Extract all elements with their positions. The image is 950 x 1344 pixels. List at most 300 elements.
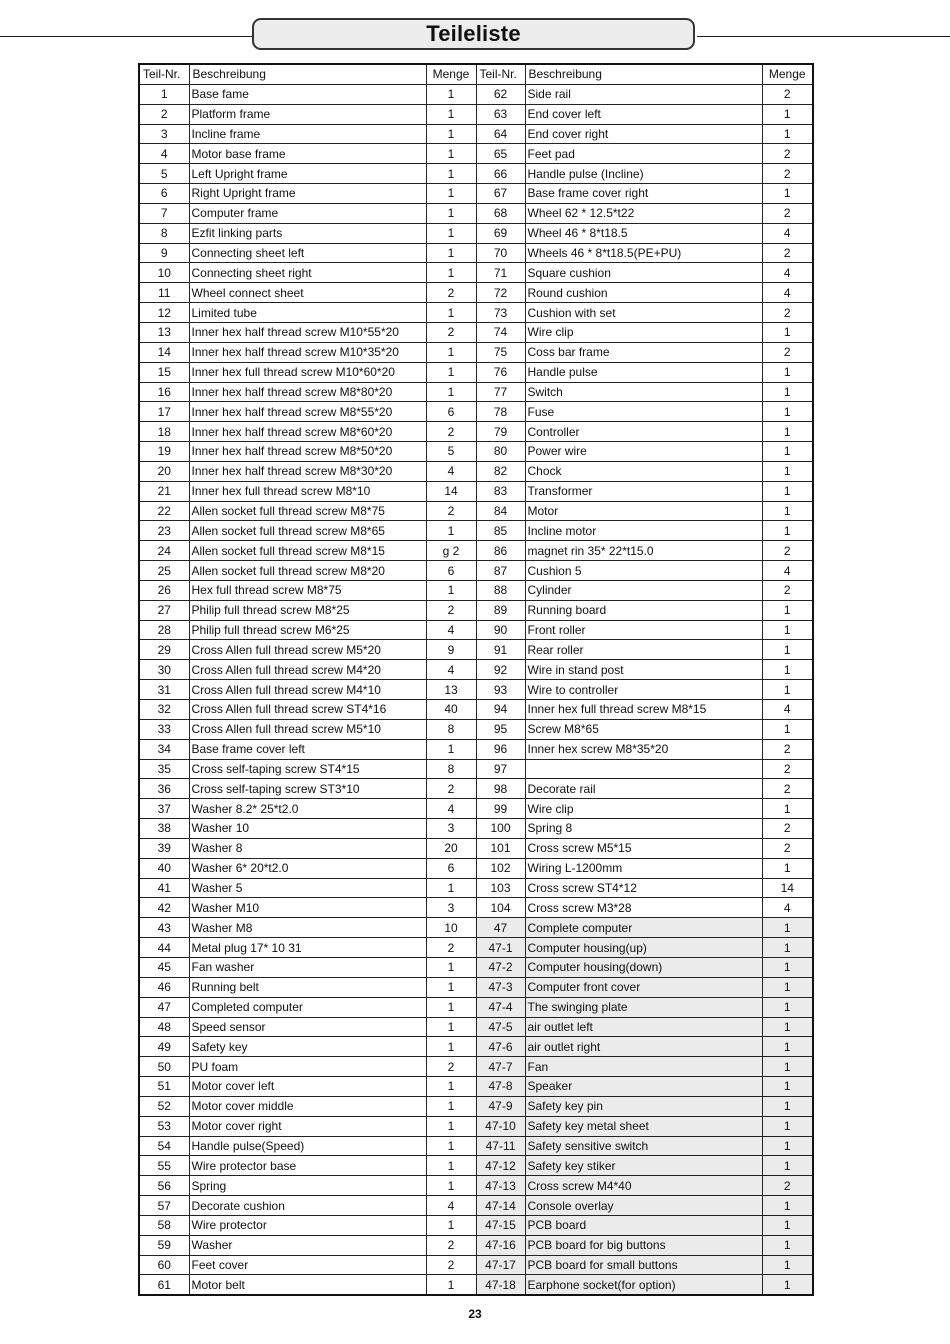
right-description-cell: Complete computer: [525, 918, 762, 938]
right-part-number-cell: 63: [476, 104, 525, 124]
left-part-number-cell: 24: [139, 541, 189, 561]
left-part-number-cell: 22: [139, 501, 189, 521]
left-quantity-cell: 1: [426, 104, 476, 124]
right-description-cell: Inner hex screw M8*35*20: [525, 739, 762, 759]
table-row: [139, 461, 813, 481]
left-quantity-cell: 1: [426, 957, 476, 977]
right-description-cell: Cross screw M3*28: [525, 898, 762, 918]
right-description-cell: Wire clip: [525, 799, 762, 819]
right-description-cell: Computer front cover: [525, 977, 762, 997]
right-quantity-cell: 1: [762, 1136, 813, 1156]
left-part-number-cell: 12: [139, 303, 189, 323]
left-description-cell: Inner hex half thread screw M8*60*20: [189, 422, 426, 442]
right-description-cell: Screw M8*65: [525, 719, 762, 739]
left-part-number-cell: 46: [139, 977, 189, 997]
left-quantity-cell: 13: [426, 680, 476, 700]
right-quantity-cell: 1: [762, 620, 813, 640]
left-part-number-cell: 37: [139, 799, 189, 819]
right-description-cell: Wheel 62 * 12.5*t22: [525, 203, 762, 223]
right-quantity-cell: 1: [762, 660, 813, 680]
left-part-number-cell: 38: [139, 819, 189, 839]
left-description-cell: Inner hex half thread screw M8*30*20: [189, 461, 426, 481]
left-quantity-cell: 4: [426, 1196, 476, 1216]
right-part-number-cell: 69: [476, 223, 525, 243]
left-part-number-cell: 11: [139, 283, 189, 303]
left-description-cell: Left Upright frame: [189, 164, 426, 184]
right-part-number-cell: 88: [476, 580, 525, 600]
left-part-number-cell: 49: [139, 1037, 189, 1057]
right-description-cell: Square cushion: [525, 263, 762, 283]
left-description-cell: Wheel connect sheet: [189, 283, 426, 303]
right-description-cell: Wheels 46 * 8*t18.5(PE+PU): [525, 243, 762, 263]
table-row: [139, 164, 813, 184]
right-description-cell: PCB board for small buttons: [525, 1255, 762, 1275]
table-row: [139, 561, 813, 581]
right-part-number-cell: 47-12: [476, 1156, 525, 1176]
table-row: [139, 541, 813, 561]
left-part-number-cell: 45: [139, 957, 189, 977]
left-description-cell: Right Upright frame: [189, 184, 426, 204]
right-description-cell: Fuse: [525, 402, 762, 422]
table-header-row: [139, 64, 813, 84]
table-row: [139, 680, 813, 700]
right-description-cell: Motor: [525, 501, 762, 521]
header-description-right: Beschreibung: [525, 64, 762, 84]
left-quantity-cell: 1: [426, 1275, 476, 1295]
left-part-number-cell: 52: [139, 1096, 189, 1116]
left-description-cell: Platform frame: [189, 104, 426, 124]
left-description-cell: Washer: [189, 1235, 426, 1255]
left-part-number-cell: 18: [139, 422, 189, 442]
right-part-number-cell: 67: [476, 184, 525, 204]
right-part-number-cell: 96: [476, 739, 525, 759]
table-row: [139, 620, 813, 640]
right-quantity-cell: 1: [762, 799, 813, 819]
table-row: [139, 402, 813, 422]
right-description-cell: magnet rin 35* 22*t15.0: [525, 541, 762, 561]
right-part-number-cell: 101: [476, 838, 525, 858]
right-description-cell: End cover right: [525, 124, 762, 144]
table-row: [139, 640, 813, 660]
left-part-number-cell: 57: [139, 1196, 189, 1216]
table-row: [139, 600, 813, 620]
left-part-number-cell: 16: [139, 382, 189, 402]
right-description-cell: Computer housing(down): [525, 957, 762, 977]
right-quantity-cell: 1: [762, 402, 813, 422]
left-part-number-cell: 9: [139, 243, 189, 263]
left-part-number-cell: 48: [139, 1017, 189, 1037]
left-part-number-cell: 58: [139, 1215, 189, 1235]
left-part-number-cell: 31: [139, 680, 189, 700]
right-quantity-cell: 1: [762, 1057, 813, 1077]
left-description-cell: Inner hex half thread screw M10*35*20: [189, 342, 426, 362]
right-description-cell: Decorate rail: [525, 779, 762, 799]
left-part-number-cell: 8: [139, 223, 189, 243]
right-quantity-cell: 1: [762, 1156, 813, 1176]
table-row: [139, 918, 813, 938]
left-description-cell: Connecting sheet left: [189, 243, 426, 263]
right-part-number-cell: 47-1: [476, 938, 525, 958]
right-part-number-cell: 47-14: [476, 1196, 525, 1216]
header-part-no-left: Teil-Nr.: [139, 64, 189, 84]
left-part-number-cell: 60: [139, 1255, 189, 1275]
right-quantity-cell: 1: [762, 422, 813, 442]
right-description-cell: air outlet right: [525, 1037, 762, 1057]
table-row: [139, 1116, 813, 1136]
table-row: [139, 203, 813, 223]
right-quantity-cell: 2: [762, 342, 813, 362]
right-quantity-cell: 1: [762, 600, 813, 620]
left-quantity-cell: 1: [426, 263, 476, 283]
right-quantity-cell: 1: [762, 997, 813, 1017]
right-part-number-cell: 47-11: [476, 1136, 525, 1156]
table-row: [139, 243, 813, 263]
left-quantity-cell: 1: [426, 878, 476, 898]
left-part-number-cell: 23: [139, 521, 189, 541]
right-part-number-cell: 74: [476, 322, 525, 342]
right-part-number-cell: 73: [476, 303, 525, 323]
left-description-cell: Philip full thread screw M6*25: [189, 620, 426, 640]
right-quantity-cell: 1: [762, 362, 813, 382]
right-description-cell: Wheel 46 * 8*t18.5: [525, 223, 762, 243]
left-quantity-cell: 6: [426, 402, 476, 422]
table-row: [139, 938, 813, 958]
left-description-cell: Motor belt: [189, 1275, 426, 1295]
left-quantity-cell: 4: [426, 799, 476, 819]
left-description-cell: Inner hex half thread screw M8*80*20: [189, 382, 426, 402]
right-quantity-cell: 1: [762, 481, 813, 501]
left-part-number-cell: 10: [139, 263, 189, 283]
right-quantity-cell: 1: [762, 442, 813, 462]
right-description-cell: Side rail: [525, 84, 762, 104]
left-quantity-cell: 1: [426, 243, 476, 263]
left-description-cell: Cross Allen full thread screw M5*10: [189, 719, 426, 739]
header-quantity-right: Menge: [762, 64, 813, 84]
right-part-number-cell: 84: [476, 501, 525, 521]
parts-table: [138, 63, 814, 1296]
right-description-cell: Round cushion: [525, 283, 762, 303]
header-description-left: Beschreibung: [189, 64, 426, 84]
left-description-cell: Allen socket full thread screw M8*20: [189, 561, 426, 581]
right-description-cell: Incline motor: [525, 521, 762, 541]
right-description-cell: Switch: [525, 382, 762, 402]
right-quantity-cell: 1: [762, 184, 813, 204]
left-description-cell: Handle pulse(Speed): [189, 1136, 426, 1156]
table-row: [139, 1275, 813, 1295]
left-quantity-cell: 2: [426, 600, 476, 620]
right-part-number-cell: 80: [476, 442, 525, 462]
left-description-cell: Inner hex half thread screw M10*55*20: [189, 322, 426, 342]
left-quantity-cell: 2: [426, 1235, 476, 1255]
left-quantity-cell: 1: [426, 223, 476, 243]
right-quantity-cell: 4: [762, 283, 813, 303]
right-description-cell: Front roller: [525, 620, 762, 640]
page-number: 23: [468, 1307, 482, 1321]
right-quantity-cell: 1: [762, 461, 813, 481]
right-description-cell: Console overlay: [525, 1196, 762, 1216]
left-part-number-cell: 7: [139, 203, 189, 223]
right-quantity-cell: 1: [762, 680, 813, 700]
right-part-number-cell: 47-10: [476, 1116, 525, 1136]
right-part-number-cell: 72: [476, 283, 525, 303]
right-quantity-cell: 1: [762, 1235, 813, 1255]
left-part-number-cell: 35: [139, 759, 189, 779]
left-part-number-cell: 44: [139, 938, 189, 958]
left-part-number-cell: 40: [139, 858, 189, 878]
table-row: [139, 1196, 813, 1216]
right-description-cell: Wire in stand post: [525, 660, 762, 680]
right-description-cell: air outlet left: [525, 1017, 762, 1037]
table-row: [139, 223, 813, 243]
right-part-number-cell: 77: [476, 382, 525, 402]
left-quantity-cell: 1: [426, 184, 476, 204]
left-description-cell: Motor base frame: [189, 144, 426, 164]
right-quantity-cell: 1: [762, 322, 813, 342]
right-part-number-cell: 92: [476, 660, 525, 680]
table-row: [139, 580, 813, 600]
right-quantity-cell: 1: [762, 1215, 813, 1235]
table-row: [139, 184, 813, 204]
left-part-number-cell: 27: [139, 600, 189, 620]
left-description-cell: Feet cover: [189, 1255, 426, 1275]
right-description-cell: Spring 8: [525, 819, 762, 839]
left-quantity-cell: 1: [426, 1037, 476, 1057]
left-description-cell: Spring: [189, 1176, 426, 1196]
table-row: [139, 283, 813, 303]
left-description-cell: Wire protector base: [189, 1156, 426, 1176]
left-description-cell: Decorate cushion: [189, 1196, 426, 1216]
right-quantity-cell: 1: [762, 938, 813, 958]
header-rule-left: [0, 36, 252, 37]
left-quantity-cell: 1: [426, 521, 476, 541]
right-description-cell: Cross screw ST4*12: [525, 878, 762, 898]
right-description-cell: Cross screw M4*40: [525, 1176, 762, 1196]
right-part-number-cell: 47-6: [476, 1037, 525, 1057]
right-quantity-cell: 1: [762, 1196, 813, 1216]
right-quantity-cell: 2: [762, 303, 813, 323]
left-description-cell: Inner hex half thread screw M8*55*20: [189, 402, 426, 422]
right-description-cell: Coss bar frame: [525, 342, 762, 362]
left-quantity-cell: 1: [426, 739, 476, 759]
left-description-cell: PU foam: [189, 1057, 426, 1077]
right-description-cell: Safety key pin: [525, 1096, 762, 1116]
left-description-cell: Allen socket full thread screw M8*15: [189, 541, 426, 561]
left-description-cell: Washer 8: [189, 838, 426, 858]
left-description-cell: Wire protector: [189, 1215, 426, 1235]
header-quantity-left: Menge: [426, 64, 476, 84]
right-part-number-cell: 62: [476, 84, 525, 104]
right-quantity-cell: 1: [762, 719, 813, 739]
left-quantity-cell: 2: [426, 938, 476, 958]
right-description-cell: Handle pulse: [525, 362, 762, 382]
left-description-cell: Completed computer: [189, 997, 426, 1017]
right-description-cell: Cushion 5: [525, 561, 762, 581]
left-part-number-cell: 26: [139, 580, 189, 600]
left-part-number-cell: 28: [139, 620, 189, 640]
left-description-cell: Cross self-taping screw ST4*15: [189, 759, 426, 779]
table-row: [139, 799, 813, 819]
table-row: [139, 1096, 813, 1116]
table-row: [139, 957, 813, 977]
table-row: [139, 303, 813, 323]
table-row: [139, 1037, 813, 1057]
left-description-cell: Cross Allen full thread screw M5*20: [189, 640, 426, 660]
right-quantity-cell: 4: [762, 898, 813, 918]
left-quantity-cell: 1: [426, 362, 476, 382]
left-description-cell: Washer M10: [189, 898, 426, 918]
table-row: [139, 1176, 813, 1196]
left-description-cell: Washer M8: [189, 918, 426, 938]
left-quantity-cell: 2: [426, 422, 476, 442]
right-description-cell: Wiring L-1200mm: [525, 858, 762, 878]
right-part-number-cell: 47-18: [476, 1275, 525, 1295]
right-quantity-cell: 1: [762, 1096, 813, 1116]
left-quantity-cell: 1: [426, 997, 476, 1017]
right-quantity-cell: 4: [762, 561, 813, 581]
left-description-cell: Speed sensor: [189, 1017, 426, 1037]
left-quantity-cell: g 2: [426, 541, 476, 561]
left-part-number-cell: 2: [139, 104, 189, 124]
left-part-number-cell: 33: [139, 719, 189, 739]
table-row: [139, 1057, 813, 1077]
left-description-cell: Ezfit linking parts: [189, 223, 426, 243]
table-row: [139, 719, 813, 739]
right-description-cell: End cover left: [525, 104, 762, 124]
left-quantity-cell: 1: [426, 1116, 476, 1136]
right-quantity-cell: 2: [762, 541, 813, 561]
right-quantity-cell: 1: [762, 1017, 813, 1037]
right-part-number-cell: 75: [476, 342, 525, 362]
right-description-cell: The swinging plate: [525, 997, 762, 1017]
right-part-number-cell: 47-5: [476, 1017, 525, 1037]
right-quantity-cell: 1: [762, 1275, 813, 1295]
left-part-number-cell: 39: [139, 838, 189, 858]
left-part-number-cell: 15: [139, 362, 189, 382]
table-row: [139, 700, 813, 720]
left-description-cell: Inner hex half thread screw M8*50*20: [189, 442, 426, 462]
left-part-number-cell: 42: [139, 898, 189, 918]
right-part-number-cell: 47-17: [476, 1255, 525, 1275]
right-part-number-cell: 89: [476, 600, 525, 620]
right-quantity-cell: 1: [762, 977, 813, 997]
right-quantity-cell: 2: [762, 838, 813, 858]
right-description-cell: Running board: [525, 600, 762, 620]
right-description-cell: [525, 759, 762, 779]
left-part-number-cell: 14: [139, 342, 189, 362]
left-quantity-cell: 1: [426, 303, 476, 323]
left-description-cell: Motor cover middle: [189, 1096, 426, 1116]
left-part-number-cell: 53: [139, 1116, 189, 1136]
right-description-cell: Base frame cover right: [525, 184, 762, 204]
right-description-cell: Safety key stiker: [525, 1156, 762, 1176]
left-quantity-cell: 1: [426, 84, 476, 104]
left-quantity-cell: 2: [426, 1255, 476, 1275]
table-row: [139, 660, 813, 680]
right-part-number-cell: 104: [476, 898, 525, 918]
right-description-cell: Safety key metal sheet: [525, 1116, 762, 1136]
right-description-cell: Rear roller: [525, 640, 762, 660]
table-row: [139, 759, 813, 779]
right-description-cell: Wire clip: [525, 322, 762, 342]
page-title: Teileliste: [252, 18, 695, 50]
table-row: [139, 819, 813, 839]
left-description-cell: Base frame cover left: [189, 739, 426, 759]
right-description-cell: Speaker: [525, 1077, 762, 1097]
left-part-number-cell: 30: [139, 660, 189, 680]
left-quantity-cell: 1: [426, 1077, 476, 1097]
right-part-number-cell: 47-9: [476, 1096, 525, 1116]
table-row: [139, 1215, 813, 1235]
right-part-number-cell: 47-4: [476, 997, 525, 1017]
right-description-cell: Cylinder: [525, 580, 762, 600]
left-quantity-cell: 4: [426, 620, 476, 640]
right-part-number-cell: 47-15: [476, 1215, 525, 1235]
right-part-number-cell: 90: [476, 620, 525, 640]
left-quantity-cell: 1: [426, 1176, 476, 1196]
right-part-number-cell: 91: [476, 640, 525, 660]
left-part-number-cell: 25: [139, 561, 189, 581]
table-row: [139, 878, 813, 898]
left-part-number-cell: 43: [139, 918, 189, 938]
table-row: [139, 501, 813, 521]
right-part-number-cell: 65: [476, 144, 525, 164]
left-quantity-cell: 1: [426, 1156, 476, 1176]
table-row: [139, 382, 813, 402]
left-quantity-cell: 10: [426, 918, 476, 938]
right-description-cell: Feet pad: [525, 144, 762, 164]
right-description-cell: Computer housing(up): [525, 938, 762, 958]
right-part-number-cell: 76: [476, 362, 525, 382]
table-row: [139, 124, 813, 144]
left-part-number-cell: 51: [139, 1077, 189, 1097]
table-row: [139, 104, 813, 124]
right-part-number-cell: 99: [476, 799, 525, 819]
left-description-cell: Running belt: [189, 977, 426, 997]
table-row: [139, 1017, 813, 1037]
left-part-number-cell: 56: [139, 1176, 189, 1196]
left-quantity-cell: 6: [426, 858, 476, 878]
left-quantity-cell: 40: [426, 700, 476, 720]
right-part-number-cell: 47: [476, 918, 525, 938]
left-description-cell: Motor cover right: [189, 1116, 426, 1136]
left-description-cell: Allen socket full thread screw M8*75: [189, 501, 426, 521]
left-quantity-cell: 2: [426, 501, 476, 521]
left-description-cell: Washer 5: [189, 878, 426, 898]
right-quantity-cell: 4: [762, 700, 813, 720]
right-quantity-cell: 2: [762, 164, 813, 184]
right-quantity-cell: 1: [762, 640, 813, 660]
right-part-number-cell: 47-7: [476, 1057, 525, 1077]
left-quantity-cell: 1: [426, 1017, 476, 1037]
right-description-cell: Inner hex full thread screw M8*15: [525, 700, 762, 720]
right-description-cell: Controller: [525, 422, 762, 442]
table-row: [139, 362, 813, 382]
left-part-number-cell: 47: [139, 997, 189, 1017]
right-description-cell: Fan: [525, 1057, 762, 1077]
left-description-cell: Allen socket full thread screw M8*65: [189, 521, 426, 541]
table-row: [139, 442, 813, 462]
left-part-number-cell: 34: [139, 739, 189, 759]
left-quantity-cell: 1: [426, 164, 476, 184]
right-part-number-cell: 71: [476, 263, 525, 283]
left-part-number-cell: 13: [139, 322, 189, 342]
left-quantity-cell: 2: [426, 283, 476, 303]
right-part-number-cell: 47-2: [476, 957, 525, 977]
left-part-number-cell: 20: [139, 461, 189, 481]
right-part-number-cell: 66: [476, 164, 525, 184]
left-part-number-cell: 32: [139, 700, 189, 720]
table-row: [139, 1255, 813, 1275]
